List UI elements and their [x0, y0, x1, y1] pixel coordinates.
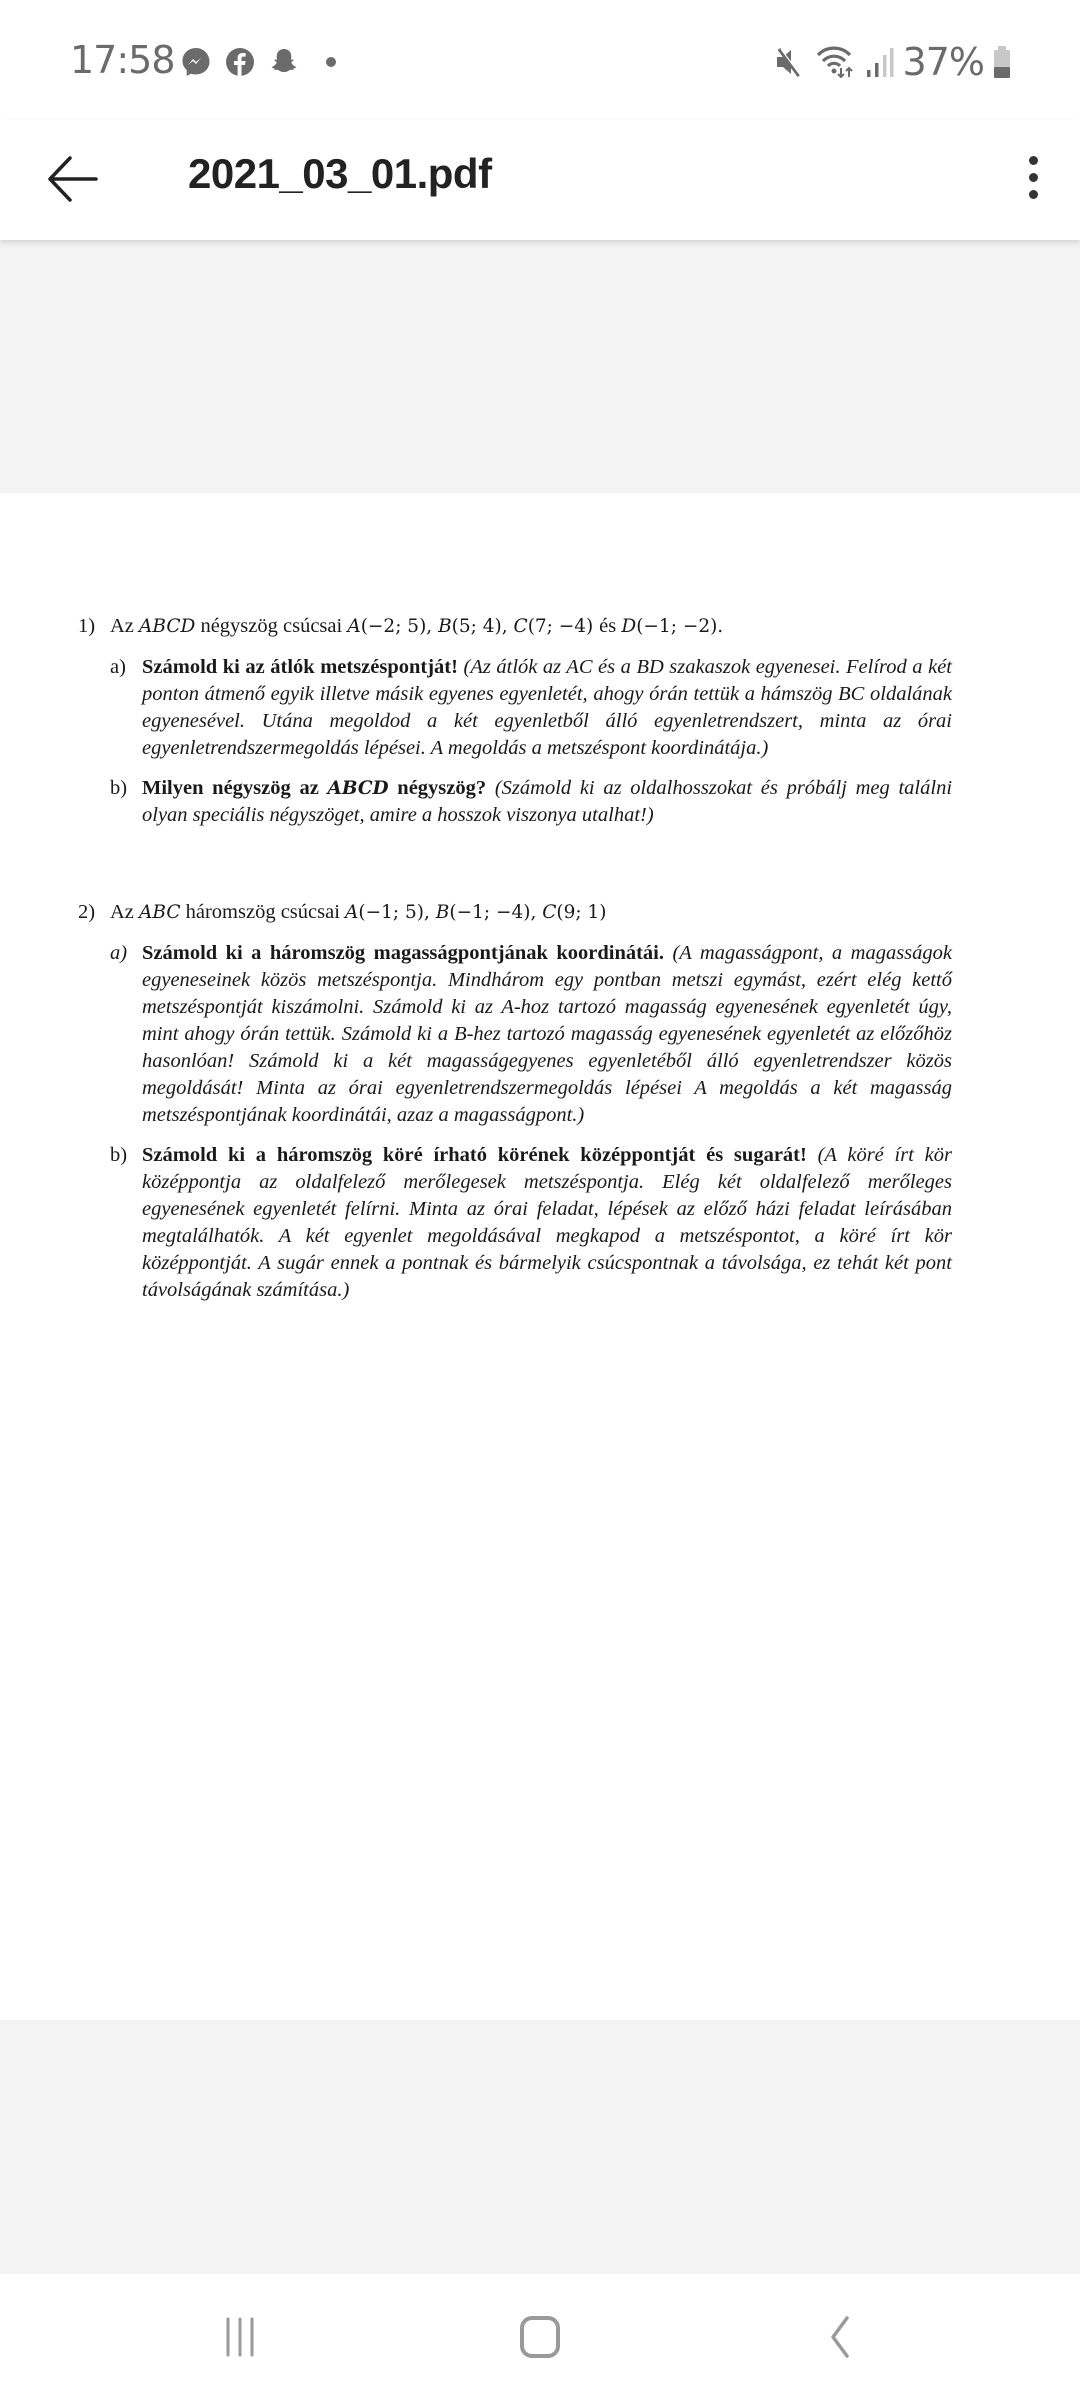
facebook-icon [224, 46, 256, 78]
system-nav-bar [0, 2274, 1080, 2400]
problem-statement: Az ABCD négyszög csúcsai A(−2; 5), B(5; 4), C(7; −4) és D(−1; −2). [110, 615, 724, 637]
document-title: 2021_03_01.pdf [188, 150, 492, 197]
subtask-1a [110, 654, 952, 762]
pdf-viewer[interactable] [0, 240, 1080, 2274]
subtask-2b [110, 1142, 952, 1304]
subtask-text: Milyen négyszög az ABCD négyszög? (Számold ki az oldalhosszokat és próbálj meg találni olyan speciális négyszöget, amire a hosszok viszonya utalhat!) [142, 777, 953, 826]
pdf-page [0, 493, 1080, 2020]
subtask-label: b) [110, 1144, 128, 1166]
home-icon [518, 2314, 562, 2360]
subtask-text: Számold ki az átlók metszéspontját! (Az átlók az AC és a BD szakaszok egyenesei. Felírod a két ponton átmenő egyik illetve másik egyenes egyenletét, ahogy órán tettük a hámszög BC oldalának egyenesével. Utána megoldod a két egyenletből álló egyenletrendszert, minta az órai egyenletrendszermegoldás lépései. A megoldás a metszéspont koordinátája.) [142, 656, 952, 759]
problem-number: 1) [78, 615, 96, 637]
status-bar [0, 0, 1080, 120]
system-status-icons [771, 40, 1012, 84]
more-vertical-icon-dot [1029, 173, 1038, 182]
status-time: 17:58 [70, 38, 175, 82]
subtask-text: Számold ki a háromszög magasságpontjának koordinátái. (A magasságpont, a magasságok egyeneseinek közös metszéspontja. Mindhárom egy pontban metszi egymást, ezért elég kettő metszéspontját kiszámolni. Számold ki az A-hoz tartozó magasság egyenesének egyenletét úgy, mint ahogy órán tettük. Számold ki a B-hez tartozó magasság egyenesének egyenletét az előzőhöz hasonlóan! Számold ki a két magasságegyenes egyenletéből álló egyenletrendszer közös megoldását! Minta az órai egyenletrendszermegoldás lépései A megoldás a két magasság metszéspontjának koordinátái, azaz a magasságpont.) [142, 942, 952, 1126]
problem-2 [78, 899, 952, 1304]
subtask-1b [110, 775, 952, 829]
recent-apps-icon [220, 2315, 260, 2359]
subtask-label: a) [110, 656, 126, 678]
more-vertical-icon-dot [1029, 190, 1038, 199]
back-icon [825, 2314, 855, 2360]
more-options-button[interactable] [1008, 142, 1058, 212]
problem-number: 2) [78, 901, 96, 923]
more-vertical-icon [1029, 156, 1038, 165]
signal-icon [865, 44, 895, 80]
subtask-label: a) [110, 942, 128, 964]
home-button[interactable] [500, 2304, 580, 2370]
subtask-text: Számold ki a háromszög köré írható körének középpontját és sugarát! (A köré írt kör középpontja az oldalfelező merőlegesek metszéspontja. Elég két oldalfelező merőleges egyenesének egyenletét felírni. Minta az órai feladat, lépések az előző házi feladat leírásában megtalálhatók. A két egyenlet megoldásával megkapod a metszéspontot, a köré írt kör középpontját. A sugár ennek a pontnak és bármelyik csúcspontnak a távolsága, ez tehát két pont távolságának számítása.) [142, 1144, 952, 1301]
nav-back-button[interactable] [800, 2304, 880, 2370]
back-button[interactable] [40, 146, 106, 212]
app-toolbar [0, 120, 1080, 240]
snapchat-icon [268, 46, 300, 78]
more-notifications-dot [326, 57, 336, 67]
messenger-icon [180, 46, 212, 78]
problem-1 [78, 613, 952, 829]
recent-apps-button[interactable] [200, 2304, 280, 2370]
notification-icons [180, 46, 336, 78]
battery-percent: 37% [902, 40, 984, 84]
wifi-icon [815, 44, 857, 80]
subtask-2a [110, 940, 952, 1129]
problem-statement: Az ABC háromszög csúcsai A(−1; 5), B(−1; −4), C(9; 1) [110, 901, 607, 923]
battery-icon [992, 44, 1012, 80]
mute-icon [771, 44, 807, 80]
problem-1-intro [78, 613, 952, 640]
arrow-left-icon [46, 154, 100, 204]
subtask-label: b) [110, 777, 128, 799]
problem-2-intro [78, 899, 952, 926]
